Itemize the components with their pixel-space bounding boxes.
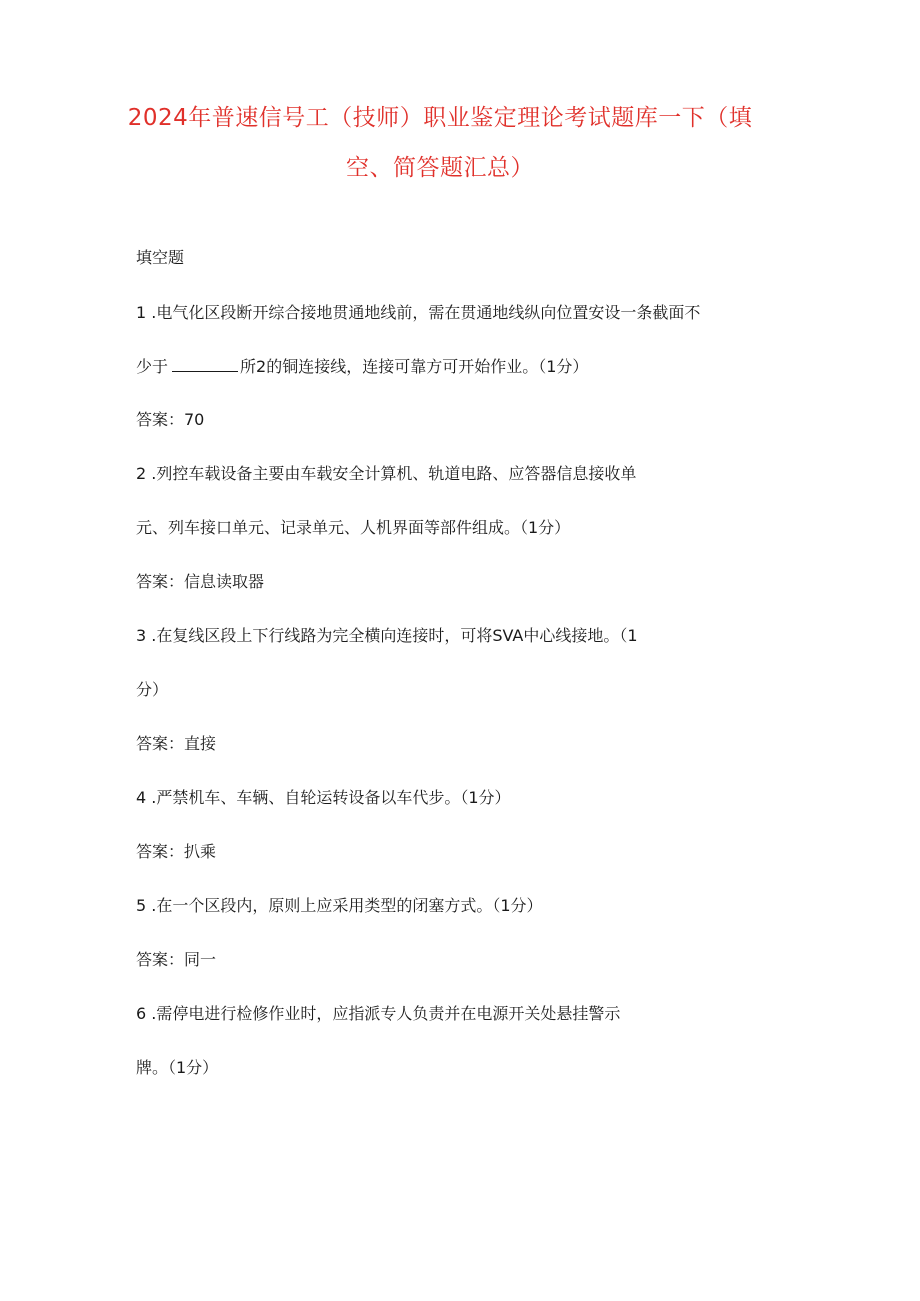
question-1-line-2 (136, 355, 588, 378)
answer-1: 答案：70 (136, 410, 205, 429)
question-6-line-2: 牌。（1分） (136, 1058, 219, 1077)
answer-4: 答案：扒乘 (136, 842, 217, 861)
question-1-text-after-blank: 所2的铜连接线，连接可靠方可开始作业。（1分） (240, 357, 589, 376)
question-1-line-1: 1 .电气化区段断开综合接地贯通地线前，需在贯通地线纵向位置安设一条截面不 (136, 303, 701, 322)
question-3-line-2: 分） (136, 680, 169, 699)
question-1-text-before-blank: 少于 (136, 357, 169, 376)
question-2-line-2: 元、列车接口单元、记录单元、人机界面等部件组成。（1分） (136, 518, 571, 537)
question-6-line-1: 6 .需停电进行检修作业时，应指派专人负责并在电源开关处悬挂警示 (136, 1004, 621, 1023)
question-4-line-1: 4 .严禁机车、车辆、自轮运转设备以车代步。（1分） (136, 788, 511, 807)
document-title-line-2: 空、简答题汇总） (346, 155, 534, 181)
document-title-line-1: 2024年普速信号工（技师）职业鉴定理论考试题库一下（填 (127, 105, 753, 131)
answer-2: 答案：信息读取器 (136, 572, 265, 591)
answer-3: 答案：直接 (136, 734, 217, 753)
answer-5: 答案：同一 (136, 950, 217, 969)
fill-in-blank (172, 355, 238, 372)
question-5-line-1: 5 .在一个区段内，原则上应采用类型的闭塞方式。（1分） (136, 896, 543, 915)
question-2-line-1: 2 .列控车载设备主要由车载安全计算机、轨道电路、应答器信息接收单 (136, 464, 637, 483)
section-heading: 填空题 (136, 248, 185, 267)
question-3-line-1: 3 .在复线区段上下行线路为完全横向连接时，可将SVA中心线接地。（1 (136, 626, 638, 645)
